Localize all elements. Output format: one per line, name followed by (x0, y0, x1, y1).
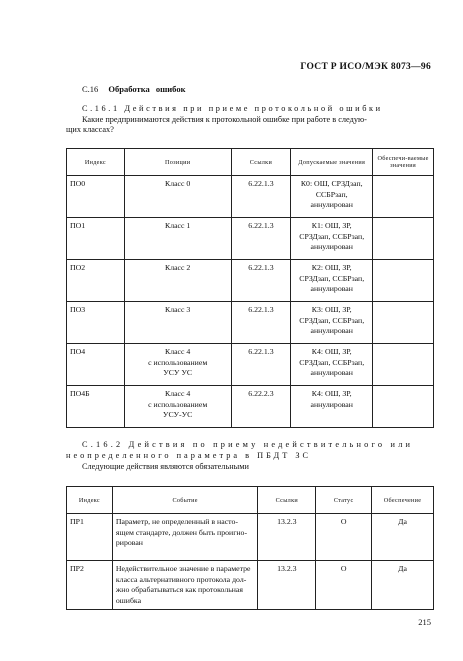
cell-index: ПР1 (67, 514, 113, 561)
table-row (67, 514, 434, 561)
section-title (82, 84, 185, 94)
cell-index: ПО4Б (67, 386, 125, 428)
cell-item: Класс 0 (124, 176, 231, 218)
subsection-heading-1: С.16.1 Действия при приеме протокольной ошибки (82, 104, 383, 113)
cell-allowed: К1: ОШ, ЗР, СРЗДзап, ССБРзап, аннулирован (291, 218, 373, 260)
col-header-ref: Ссылки (231, 149, 291, 176)
cell-support: Да (372, 514, 434, 561)
cell-allowed: К2: ОШ, ЗР, СРЗДзап, ССБРзап, аннулирован (291, 260, 373, 302)
subsection-heading-2-line-2: неопределенного параметра в ПБДТ ЗС (66, 451, 312, 460)
section-number: С.16 (82, 84, 99, 94)
table-protocol-errors (66, 148, 434, 428)
cell-allowed: К4: ОШ, ЗР, СРЗДзап, ССБРзап, аннулирован (291, 344, 373, 386)
table-row (67, 302, 434, 344)
table-row (67, 561, 434, 610)
page-header: ГОСТ Р ИСО/МЭК 8073—96 (300, 62, 431, 72)
cell-index: ПО1 (67, 218, 125, 260)
col-header-index: Индекс (67, 487, 113, 514)
cell-index: ПО2 (67, 260, 125, 302)
cell-allowed: К3: ОШ, ЗР, СРЗДзап, ССБРзап, аннулирован (291, 302, 373, 344)
table-header-row (67, 487, 434, 514)
question-line-2: щих классах? (66, 125, 114, 134)
cell-status: О (316, 514, 372, 561)
col-header-support: Обеспечение (372, 487, 434, 514)
cell-event: Параметр, не определенный в насто- ящем стандарте, должен быть проигно- рирован (112, 514, 258, 561)
table-row (67, 176, 434, 218)
cell-allowed: К0: ОШ, СРЗДзап, ССБРзап, аннулирован (291, 176, 373, 218)
cell-provided (373, 218, 434, 260)
cell-provided (373, 344, 434, 386)
cell-provided (373, 260, 434, 302)
col-header-status: Статус (316, 487, 372, 514)
cell-item: Класс 2 (124, 260, 231, 302)
cell-ref: 6.22.1.3 (231, 344, 291, 386)
cell-status: О (316, 561, 372, 610)
col-header-event: Событие (112, 487, 258, 514)
col-header-index: Индекс (67, 149, 125, 176)
table-row (67, 218, 434, 260)
cell-provided (373, 176, 434, 218)
cell-ref: 6.22.1.3 (231, 260, 291, 302)
cell-index: ПО0 (67, 176, 125, 218)
cell-provided (373, 386, 434, 428)
cell-ref: 13.2.3 (258, 561, 316, 610)
cell-index: ПР2 (67, 561, 113, 610)
col-header-provided: Обеспечи-ваемые значения (373, 149, 434, 176)
cell-index: ПО3 (67, 302, 125, 344)
cell-item: Класс 4 с использованием УСУ-УС (124, 386, 231, 428)
cell-item: Класс 3 (124, 302, 231, 344)
col-header-item: Позиции (124, 149, 231, 176)
page-number: 215 (418, 617, 431, 627)
cell-ref: 6.22.1.3 (231, 302, 291, 344)
cell-ref: 13.2.3 (258, 514, 316, 561)
subsection-heading-2-line-1: С.16.2 Действия по приему недействительного или (82, 440, 414, 449)
mandatory-note: Следующие действия являются обязательными (82, 462, 249, 471)
col-header-ref: Ссылки (258, 487, 316, 514)
cell-index: ПО4 (67, 344, 125, 386)
cell-provided (373, 302, 434, 344)
table-row (67, 386, 434, 428)
section-name: Обработка ошибок (108, 84, 186, 94)
cell-support: Да (372, 561, 434, 610)
table-row (67, 260, 434, 302)
table-invalid-parameter (66, 486, 434, 610)
col-header-allowed: Допускаемые значения (291, 149, 373, 176)
cell-ref: 6.22.1.3 (231, 176, 291, 218)
cell-allowed: К4: ОШ, ЗР, аннулирован (291, 386, 373, 428)
table-header-row (67, 149, 434, 176)
cell-item: Класс 1 (124, 218, 231, 260)
question-line-1: Какие предпринимаются действия к протокольной ошибке при работе в следую- (82, 115, 367, 124)
cell-ref: 6.22.2.3 (231, 386, 291, 428)
cell-event: Недействительное значение в параметре класса альтернативного протокола дол- жно обрабатываться как протокольная ошибка (112, 561, 258, 610)
cell-ref: 6.22.1.3 (231, 218, 291, 260)
cell-item: Класс 4 с использованием УСУ УС (124, 344, 231, 386)
table-row (67, 344, 434, 386)
